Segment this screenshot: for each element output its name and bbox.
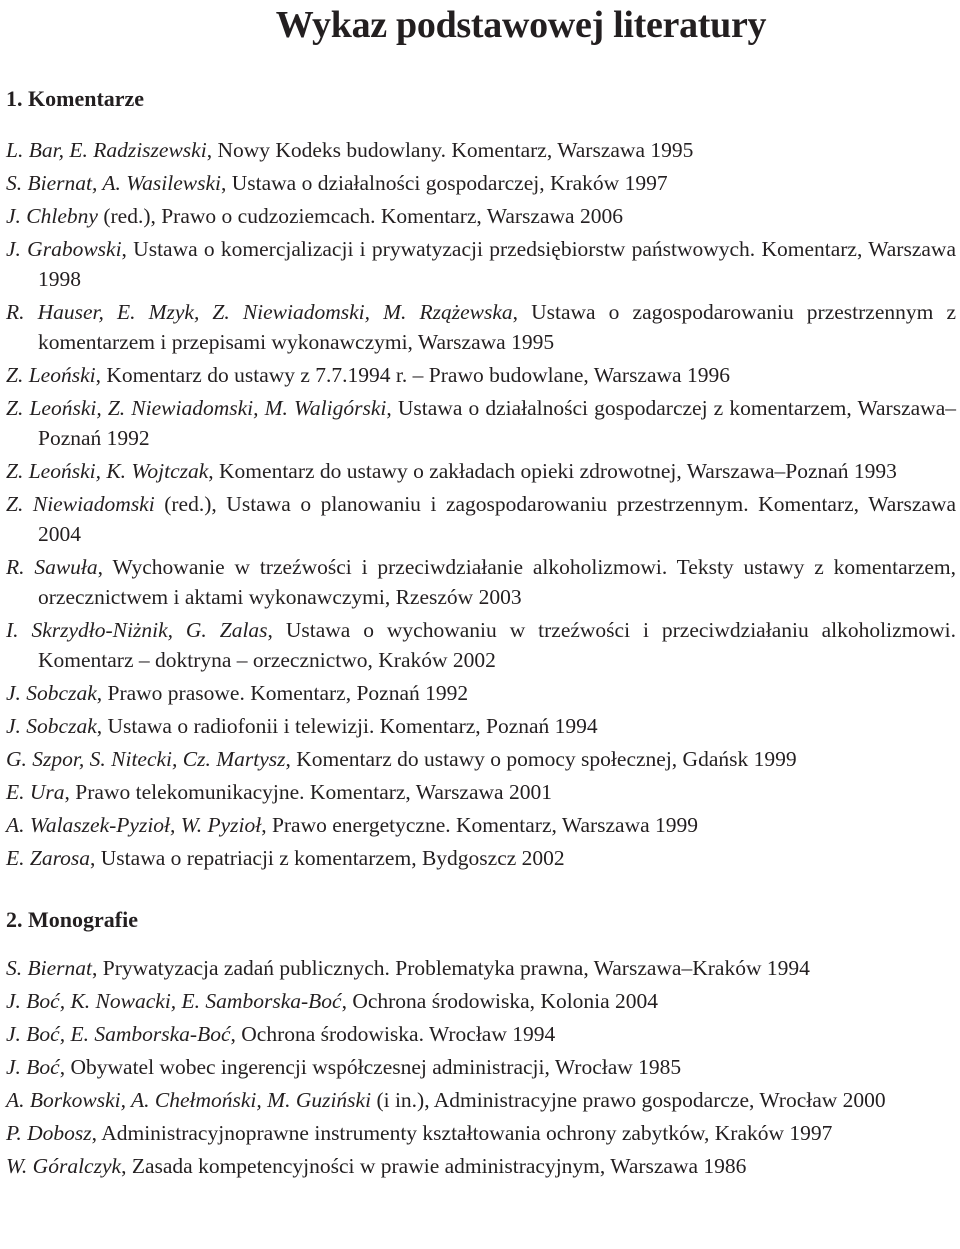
entry-authors: J. Boć, K. Nowacki, E. Samborska-Boć [6, 989, 342, 1013]
entry-title-publication: (i in.), Administracyjne prawo gospodarcze, Wrocław 2000 [371, 1088, 886, 1112]
bibliography-entry [6, 986, 956, 1016]
entry-title-publication: , Ustawa o zagospodarowaniu przestrzennym z komentarzem i przepisami wykonawczymi, Warszawa 1995 [38, 300, 956, 354]
entry-authors: R. Hauser, E. Mzyk, Z. Niewiadomski, M. Rzążewska [6, 300, 513, 324]
entry-title-publication: , Prawo prasowe. Komentarz, Poznań 1992 [96, 681, 469, 705]
entry-authors: J. Chlebny [6, 204, 98, 228]
bibliography-entry [6, 843, 956, 873]
bibliography-entry [6, 168, 956, 198]
entry-authors: R. Sawuła [6, 555, 98, 579]
entry-title-publication: , Komentarz do ustawy o zakładach opieki zdrowotnej, Warszawa–Poznań 1993 [208, 459, 897, 483]
bibliography-entry [6, 615, 956, 675]
bibliography-entry [6, 234, 956, 294]
entry-title-publication: , Ustawa o działalności gospodarczej, Kraków 1997 [221, 171, 668, 195]
entry-title-publication: , Zasada kompetencyjności w prawie administracyjnym, Warszawa 1986 [121, 1154, 747, 1178]
bibliography-list-monografie [6, 953, 956, 1181]
bibliography-entry [6, 711, 956, 741]
entry-title-publication: , Ochrona środowiska. Wrocław 1994 [230, 1022, 556, 1046]
entry-title-publication: , Wychowanie w trzeźwości i przeciwdziałanie alkoholizmowi. Teksty ustawy z komentarzem, orzecznictwem i aktami wykonawczymi, Rzeszów 2003 [38, 555, 956, 609]
bibliography-entry [6, 953, 956, 983]
bibliography-entry [6, 552, 956, 612]
entry-title-publication: (red.), Ustawa o planowaniu i zagospodarowaniu przestrzennym. Komentarz, Warszawa 2004 [38, 492, 956, 546]
bibliography-entry [6, 135, 956, 165]
section-heading-monografie: 2. Monografie [6, 907, 138, 932]
entry-authors: J. Sobczak [6, 714, 97, 738]
entry-title-publication: , Prawo energetyczne. Komentarz, Warszawa 1999 [261, 813, 699, 837]
entry-authors: J. Boć, E. Samborska-Boć [6, 1022, 231, 1046]
document-title: Wykaz podstawowej literatury [275, 4, 767, 46]
entry-authors: A. Walaszek-Pyzioł, W. Pyzioł [6, 813, 262, 837]
bibliography-entry [6, 1151, 956, 1181]
document-page [6, 0, 956, 1184]
entry-title-publication: , Ustawa o działalności gospodarczej z komentarzem, Warszawa–Poznań 1992 [38, 396, 956, 450]
section-heading-komentarze: 1. Komentarze [6, 86, 145, 111]
entry-authors: W. Góralczyk [6, 1154, 122, 1178]
entry-authors: L. Bar, E. Radziszewski [6, 138, 207, 162]
entry-authors: Z. Niewiadomski [6, 492, 155, 516]
bibliography-entry [6, 1118, 956, 1148]
entry-title-publication: , Prawo telekomunikacyjne. Komentarz, Warszawa 2001 [64, 780, 552, 804]
entry-authors: S. Biernat [6, 956, 92, 980]
entry-authors: E. Zarosa [6, 846, 91, 870]
entry-authors: S. Biernat, A. Wasilewski [6, 171, 221, 195]
entry-authors: E. Ura [6, 780, 65, 804]
bibliography-entry [6, 489, 956, 549]
entry-authors: J. Grabowski [6, 237, 122, 261]
bibliography-entry [6, 297, 956, 357]
entry-title-publication: , Administracyjnoprawne instrumenty kształtowania ochrony zabytków, Kraków 1997 [91, 1121, 833, 1145]
entry-authors: A. Borkowski, A. Chełmoński, M. Guziński [6, 1088, 372, 1112]
entry-authors: J. Sobczak [6, 681, 97, 705]
entry-authors: P. Dobosz [6, 1121, 92, 1145]
bibliography-entry [6, 201, 956, 231]
bibliography-entry [6, 393, 956, 453]
bibliography-entry [6, 1052, 956, 1082]
bibliography-entry [6, 456, 956, 486]
bibliography-entry [6, 1019, 956, 1049]
entry-title-publication: , Ustawa o wychowaniu w trzeźwości i przeciwdziałaniu alkoholizmowi. Komentarz – doktryna – orzecznictwo, Kraków 2002 [38, 618, 956, 672]
entry-title-publication: , Ustawa o repatriacji z komentarzem, Bydgoszcz 2002 [90, 846, 565, 870]
bibliography-entry [6, 744, 956, 774]
bibliography-entry [6, 360, 956, 390]
entry-title-publication: , Komentarz do ustawy o pomocy społecznej, Gdańsk 1999 [285, 747, 797, 771]
entry-title-publication: (red.), Prawo o cudzoziemcach. Komentarz, Warszawa 2006 [97, 204, 623, 228]
entry-authors: I. Skrzydło-Niżnik, G. Zalas [6, 618, 268, 642]
bibliography-entry [6, 777, 956, 807]
entry-title-publication: , Prywatyzacja zadań publicznych. Problematyka prawna, Warszawa–Kraków 1994 [92, 956, 810, 980]
bibliography-entry [6, 810, 956, 840]
entry-title-publication: , Ustawa o radiofonii i telewizji. Komentarz, Poznań 1994 [96, 714, 598, 738]
entry-title-publication: , Obywatel wobec ingerencji współczesnej administracji, Wrocław 1985 [59, 1055, 682, 1079]
entry-authors: Z. Leoński, K. Wojtczak [6, 459, 209, 483]
entry-title-publication: , Ustawa o komercjalizacji i prywatyzacji przedsiębiorstw państwowych. Komentarz, Warszawa 1998 [38, 237, 956, 291]
entry-title-publication: , Komentarz do ustawy z 7.7.1994 r. – Prawo budowlane, Warszawa 1996 [95, 363, 730, 387]
bibliography-list-komentarze [6, 135, 956, 873]
entry-authors: J. Boć [6, 1055, 60, 1079]
entry-authors: Z. Leoński [6, 363, 96, 387]
bibliography-entry [6, 678, 956, 708]
entry-title-publication: , Nowy Kodeks budowlany. Komentarz, Warszawa 1995 [206, 138, 694, 162]
entry-authors: G. Szpor, S. Nitecki, Cz. Martysz [6, 747, 286, 771]
entry-authors: Z. Leoński, Z. Niewiadomski, M. Waligórski [6, 396, 387, 420]
bibliography-entry [6, 1085, 956, 1115]
entry-title-publication: , Ochrona środowiska, Kolonia 2004 [341, 989, 659, 1013]
